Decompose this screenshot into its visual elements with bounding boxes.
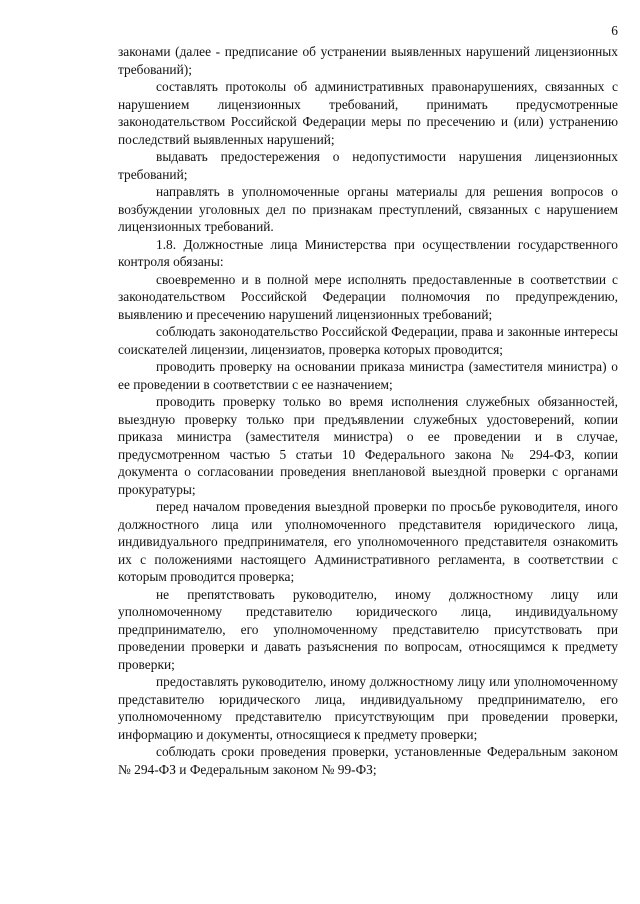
paragraph: соблюдать сроки проведения проверки, установленные Федеральным законом № 294-ФЗ и Федеральным законом № 99-ФЗ; — [118, 744, 618, 777]
paragraph: выдавать предостережения о недопустимости нарушения лицензионных требований; — [118, 149, 618, 182]
section-heading-1-8: 1.8. Должностные лица Министерства при осуществлении государственного контроля обязаны: — [118, 236, 618, 269]
paragraph: законами (далее - предписание об устранении выявленных нарушений лицензионных требований); — [118, 44, 618, 77]
paragraph: своевременно и в полной мере исполнять предоставленные в соответствии с законодательством Российской Федерации полномочия по предупреждению, выявлению и пресечению нарушений лицензионных требований; — [118, 271, 618, 322]
paragraph: соблюдать законодательство Российской Федерации, права и законные интересы соискателей лицензии, лицензиатов, проверка которых проводится; — [118, 324, 618, 357]
page-number: 6 — [611, 23, 618, 38]
paragraph: перед началом проведения выездной проверки по просьбе руководителя, иного должностного лица или уполномоченного представителя юридического лица, индивидуального предпринимателя, его уполномоченного представителя ознакомить их с положениями настоящего Административного регламента, в соответствии с которым проводится проверка; — [118, 499, 618, 584]
paragraph: проводить проверку только во время исполнения служебных обязанностей, выездную проверку только при предъявлении служебных удостоверений, копии приказа министра (заместителя министра) о ее проведении и в случае, предусмотренном частью 5 статьи 10 Федерального закона № 294-ФЗ, копии документа о согласовании проведения внеплановой выездной проверки с органами прокуратуры; — [118, 394, 618, 497]
paragraph: проводить проверку на основании приказа министра (заместителя министра) о ее проведении в соответствии с ее назначением; — [118, 359, 618, 392]
paragraph: направлять в уполномоченные органы материалы для решения вопросов о возбуждении уголовных дел по признакам преступлений, связанных с нарушением лицензионных требований. — [118, 184, 618, 234]
paragraph: не препятствовать руководителю, иному должностному лицу или уполномоченному представителю юридического лица, индивидуальному предпринимателю, его уполномоченному представителю присутствовать при проведении проверки и давать разъяснения по вопросам, относящимся к предмету проверки; — [118, 586, 618, 672]
document-body — [118, 43, 618, 778]
paragraph: предоставлять руководителю, иному должностному лицу или уполномоченному представителю юридического лица, индивидуальному предпринимателю, его уполномоченному представителю присутствующим при проведении проверки, информацию и документы, относящиеся к предмету проверки; — [118, 674, 618, 742]
paragraph: составлять протоколы об административных правонарушениях, связанных с нарушением лицензионных требований, принимать предусмотренные законодательством Российской Федерации меры по пресечению и (или) устранению последствий выявленных нарушений; — [118, 79, 618, 147]
